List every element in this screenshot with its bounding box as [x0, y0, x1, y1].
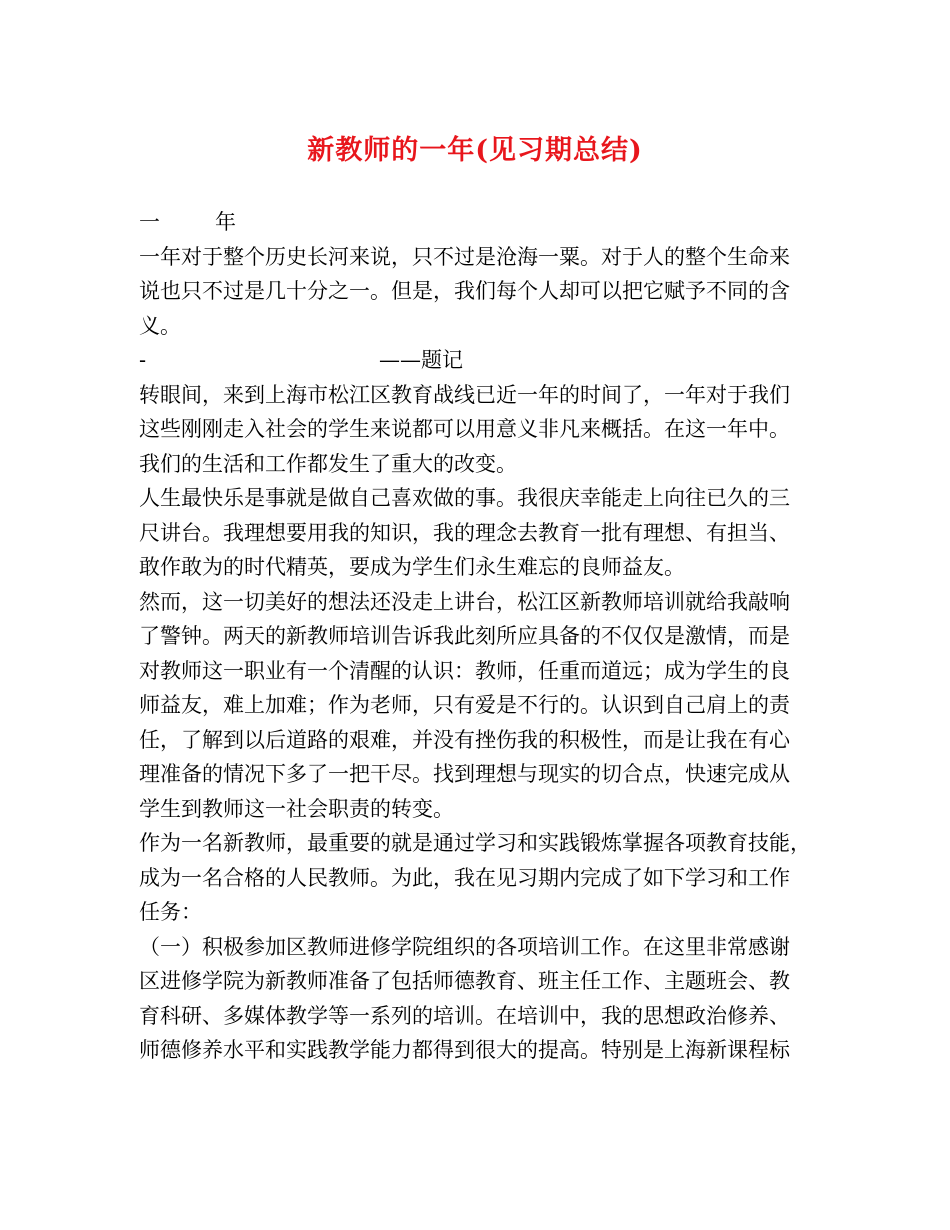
- text-line: 人生最快乐是事就是做自己喜欢做的事。我很庆幸能走上向往已久的三: [139, 486, 790, 510]
- text-line: 尺讲台。我理想要用我的知识，我的理念去教育一批有理想、有担当、: [139, 520, 790, 545]
- text-line: 转眼间，来到上海市松江区教育战线已近一年的时间了，一年对于我们: [139, 382, 790, 407]
- text-line: （一）积极参加区教师进修学院组织的各项培训工作。在这里非常感谢: [139, 934, 790, 959]
- text-line: 学生到教师这一社会职责的转变。: [139, 796, 454, 821]
- document-title: 新教师的一年(见习期总结): [307, 135, 643, 166]
- heading-char-2: 年: [215, 210, 236, 234]
- text-line: 成为一名合格的人民教师。为此，我在见习期内完成了如下学习和工作: [139, 865, 790, 890]
- text-line: 作为一名新教师，最重要的就是通过学习和实践锻炼掌握各项教育技能，: [139, 831, 811, 855]
- paragraph: [139, 826, 819, 930]
- epigraph-attribution-line: [139, 343, 819, 378]
- text-line: 育科研、多媒体教学等一系列的培训。在培训中，我的思想政治修养、: [139, 1003, 790, 1028]
- heading-char-1: 一: [139, 210, 160, 234]
- text-line: 任，了解到以后道路的艰难，并没有挫伤我的积极性，而是让我在有心: [139, 727, 790, 752]
- text-line: 对教师这一职业有一个清醒的认识：教师，任重而道远；成为学生的良: [139, 658, 790, 683]
- epigraph-dash: -: [139, 348, 147, 372]
- section-heading: [139, 205, 819, 240]
- text-line: 义。: [139, 313, 181, 338]
- text-line: 说也只不过是几十分之一。但是，我们每个人却可以把它赋予不同的含: [139, 279, 790, 303]
- paragraph: [139, 378, 819, 482]
- document-body: [139, 205, 819, 1068]
- text-line: 这些刚刚走入社会的学生来说都可以用意义非凡来概括。在这一年中。: [139, 417, 790, 441]
- epigraph-attribution: ——题记: [379, 348, 463, 372]
- text-line: 理准备的情况下多了一把干尽。找到理想与现实的切合点，快速完成从: [139, 762, 790, 786]
- text-line: 敢作敢为的时代精英，要成为学生们永生难忘的良师益友。: [139, 555, 685, 579]
- text-line: 任务：: [139, 900, 202, 924]
- epigraph: [139, 240, 819, 378]
- paragraph: [139, 930, 819, 1068]
- text-line: 然而，这一切美好的想法还没走上讲台，松江区新教师培训就给我敲响: [139, 589, 790, 614]
- paragraph: [139, 481, 819, 585]
- text-line: 师德修养水平和实践教学能力都得到很大的提高。特别是上海新课程标: [139, 1038, 790, 1062]
- text-line: 我们的生活和工作都发生了重大的改变。: [139, 451, 517, 476]
- text-line: 师益友，难上加难；作为老师，只有爱是不行的。认识到自己肩上的责: [139, 693, 790, 717]
- text-line: 区进修学院为新教师准备了包括师德教育、班主任工作、主题班会、教: [139, 969, 790, 993]
- paragraph: [139, 585, 819, 827]
- text-line: 了警钟。两天的新教师培训告诉我此刻所应具备的不仅仅是激情，而是: [139, 624, 790, 648]
- text-line: 一年对于整个历史长河来说，只不过是沧海一粟。对于人的整个生命来: [139, 244, 790, 269]
